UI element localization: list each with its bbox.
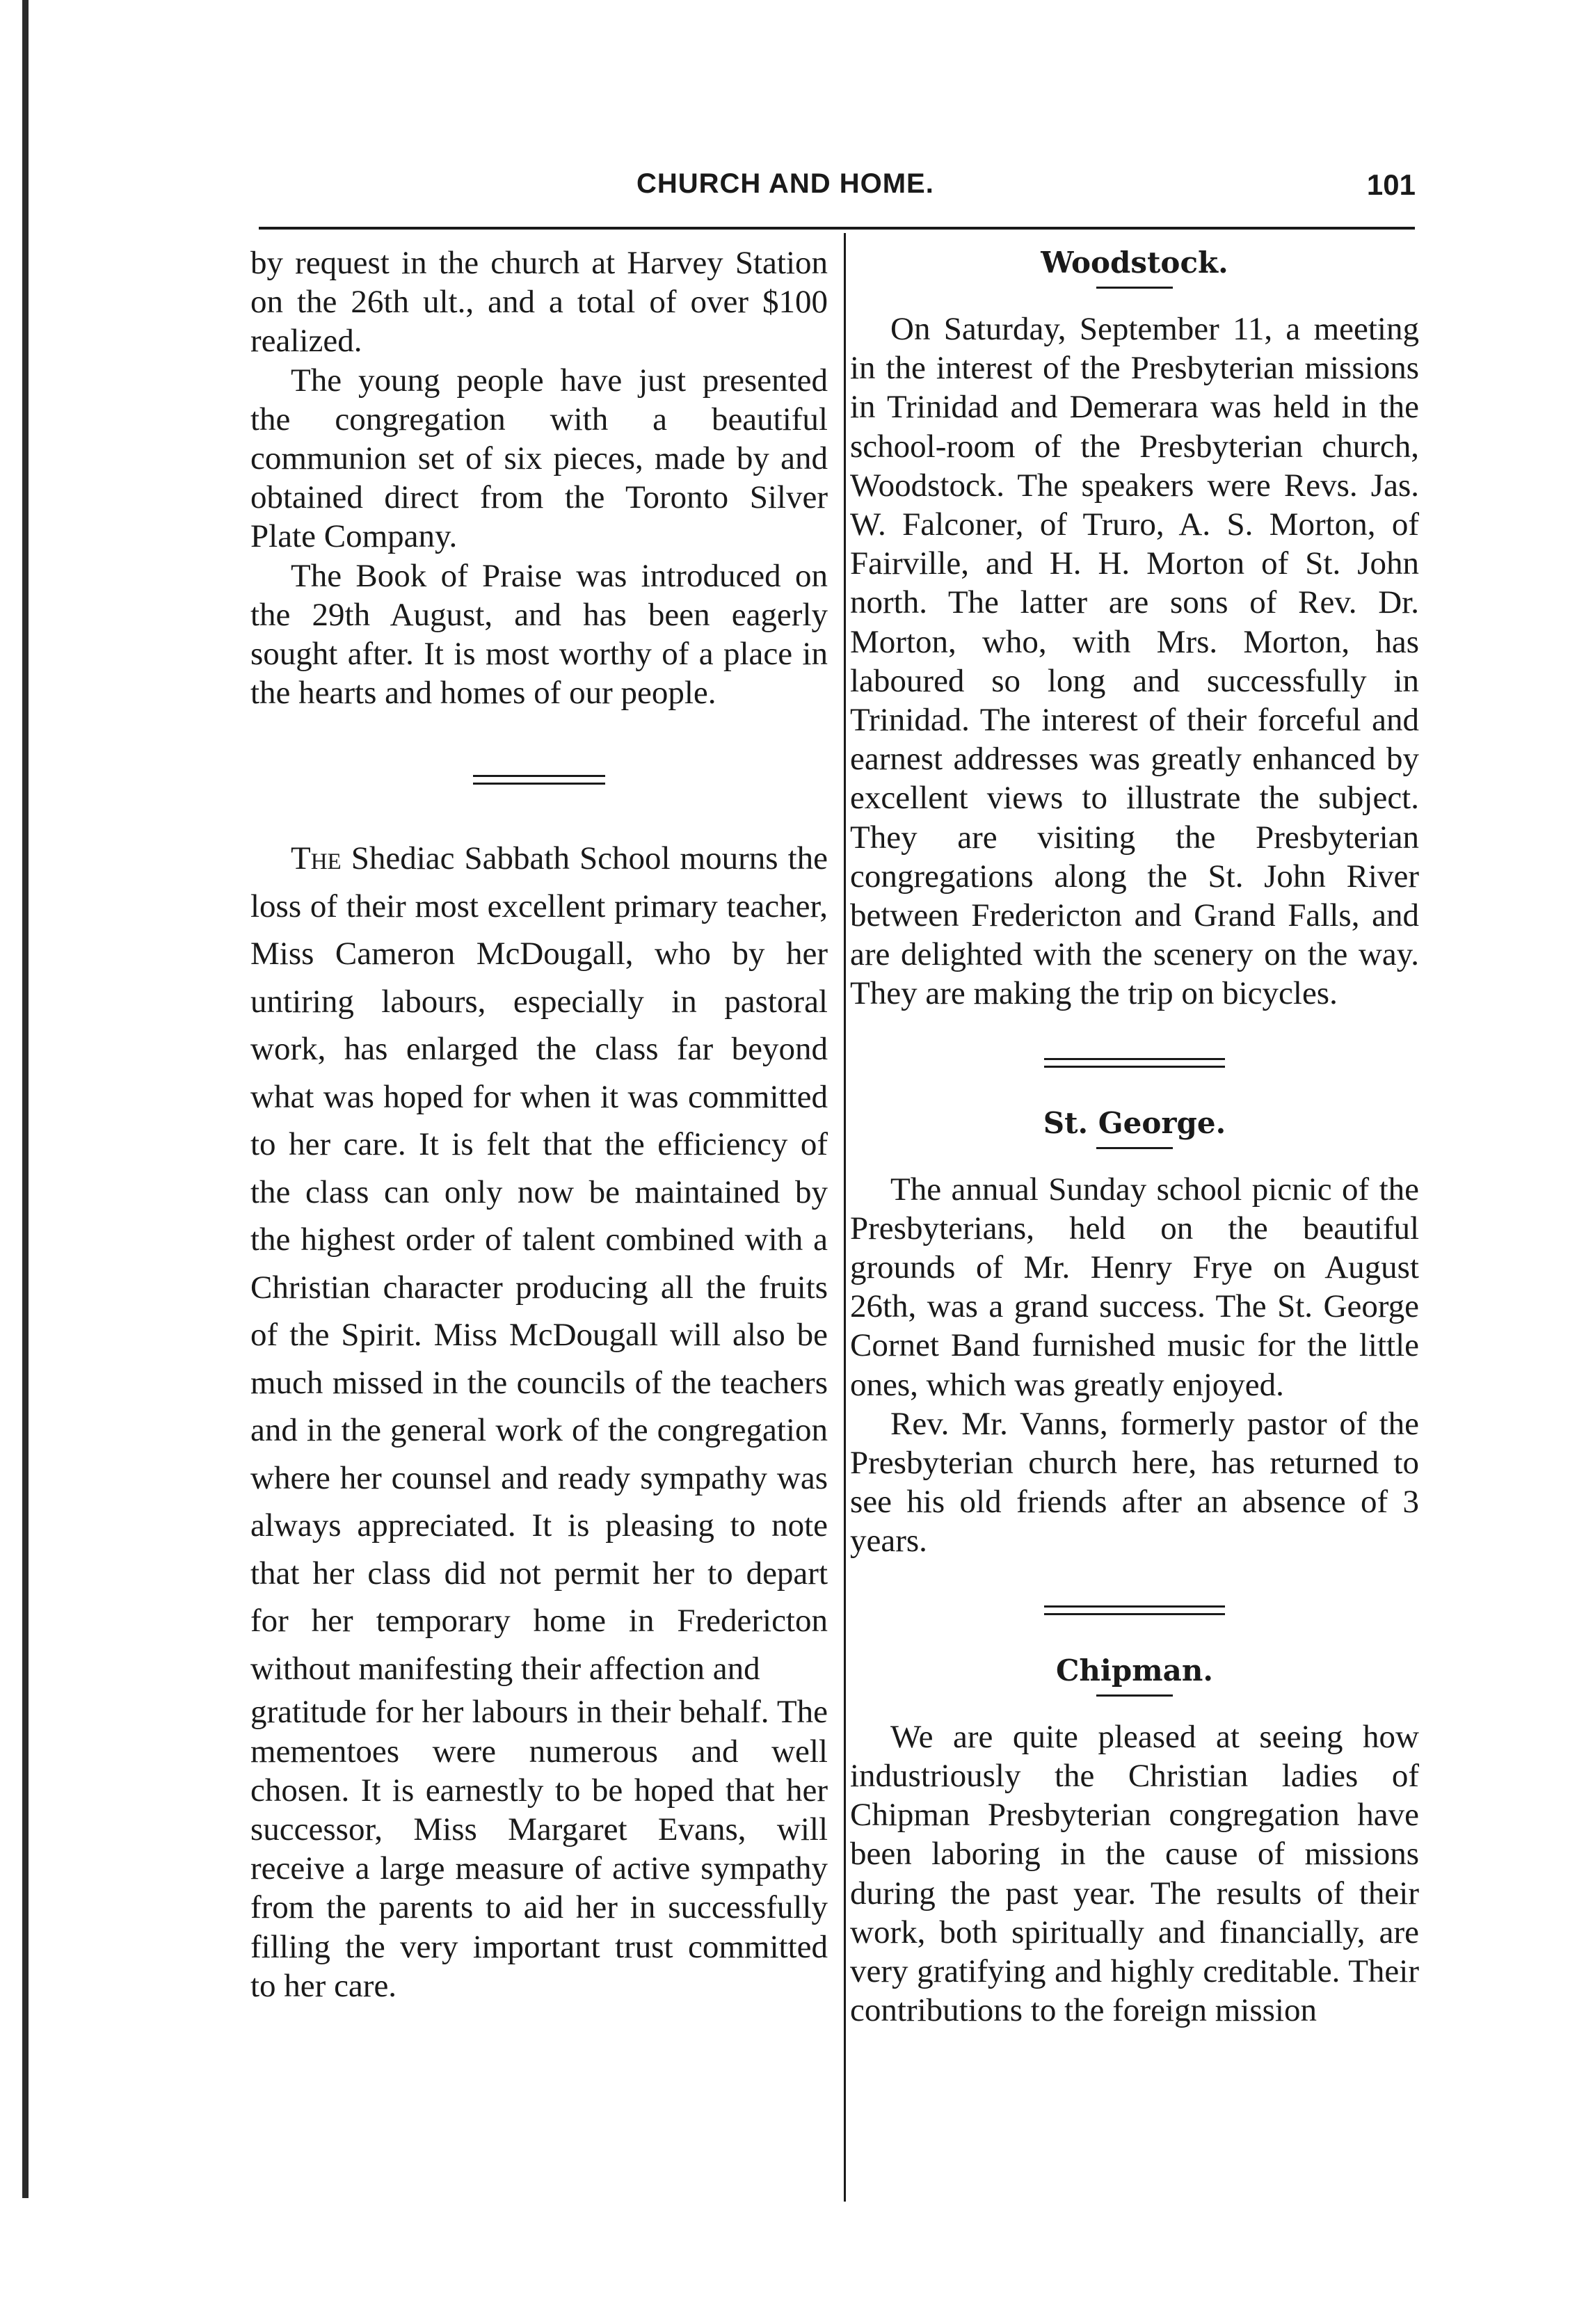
running-title: CHURCH AND HOME. (636, 168, 934, 199)
column-divider (844, 233, 846, 2202)
harvey-station-paragraph: by request in the church at Harvey Station on the 26th ult., and a total of over $100 realized. (250, 245, 828, 360)
section-separator (1044, 1605, 1225, 1615)
shediac-paragraph-continued: gratitude for her labours in their behalf. The mementoes were numerous and well chosen. It is earnestly to be hoped that her successor, Miss Margaret Evans, will receive a large measure of active sympathy from the parents to aid her in successfully filling the very important trust committed to her care. (250, 1694, 828, 2004)
chipman-heading: Chipman. (1055, 1653, 1214, 1688)
section-separator (1044, 1058, 1225, 1068)
woodstock-paragraph: On Saturday, September 11, a meeting in the interest of the Presbyterian missions in Trinidad and Demerara was held in the school-room of the Presbyterian church, Woodstock. The speakers were Revs. Jas. W. Falconer, of Truro, A. S. Morton, of Fairville, and H. H. Morton of St. John north. The latter are sons of Rev. Dr. Morton, who, with Mrs. Morton, has laboured so long and successfully in Trinidad. The interest of their forceful and earnest addresses was greatly enhanced by excellent views to illustrate the subject. They are visiting the Presbyterian congregations along the St. John River between Fredericton and Grand Falls, and are delighted with the scenery on the way. They are making the trip on bicycles. (850, 311, 1419, 1012)
heading-underline (1096, 1147, 1173, 1149)
book-of-praise-paragraph: The Book of Praise was introduced on the 29th August, and has been eagerly sought after. It is most worthy of a place in the hearts and homes of our people. (250, 557, 828, 712)
communion-set-paragraph: The young people have just presented the congregation with a beautiful communion set of six pieces, made by and obtained direct from the Toronto Silver Plate Company. (250, 362, 828, 555)
page-number: 101 (1366, 168, 1416, 201)
st-george-vanns-paragraph: Rev. Mr. Vanns, formerly pastor of the Presbyterian church here, has returned to see his old friends after an absence of 3 years. (850, 1405, 1419, 1560)
shediac-paragraph (250, 835, 828, 1692)
heading-underline (1096, 287, 1173, 289)
heading-underline (1096, 1694, 1173, 1697)
right-column (850, 243, 1419, 2030)
shediac-lead-word: The (291, 840, 342, 877)
header-rule (259, 227, 1415, 230)
shediac-text: Shediac Sabbath School mourns the loss of their most excellent primary teacher, Miss Cameron McDougall, who by her untiring labours, especially in pastoral work, has enlarged the class far beyond what was hoped for when it was committed to her care. It is felt that the efficiency of the class can only now be maintained by the highest order of talent combined with a Christian character producing all the fruits of the Spirit. Miss McDougall will also be much missed in the councils of the teachers and in the general work of the congregation where her counsel and ready sympathy was always appreciated. It is pleasing to note that her class did not permit her to depart for her temporary home in Fredericton without manifesting their affection and (250, 840, 828, 1687)
section-separator (473, 775, 605, 785)
page-binding-edge (22, 0, 29, 2198)
left-column (250, 243, 828, 2005)
woodstock-heading: Woodstock. (1041, 246, 1228, 280)
page-header (257, 168, 1416, 210)
st-george-picnic-paragraph: The annual Sunday school picnic of the Presbyterians, held on the beautiful grounds of Mr. Henry Frye on August 26th, was a grand success. The St. George Cornet Band furnished music for the little ones, which was greatly enjoyed. (850, 1171, 1419, 1403)
chipman-paragraph: We are quite pleased at seeing how industriously the Christian ladies of Chipman Presbyterian congregation have been laboring in the cause of missions during the past year. The results of their work, both spiritually and financially, are very gratifying and highly creditable. Their contributions to the foreign mission (850, 1718, 1419, 2029)
st-george-heading: St. George. (1043, 1105, 1226, 1140)
